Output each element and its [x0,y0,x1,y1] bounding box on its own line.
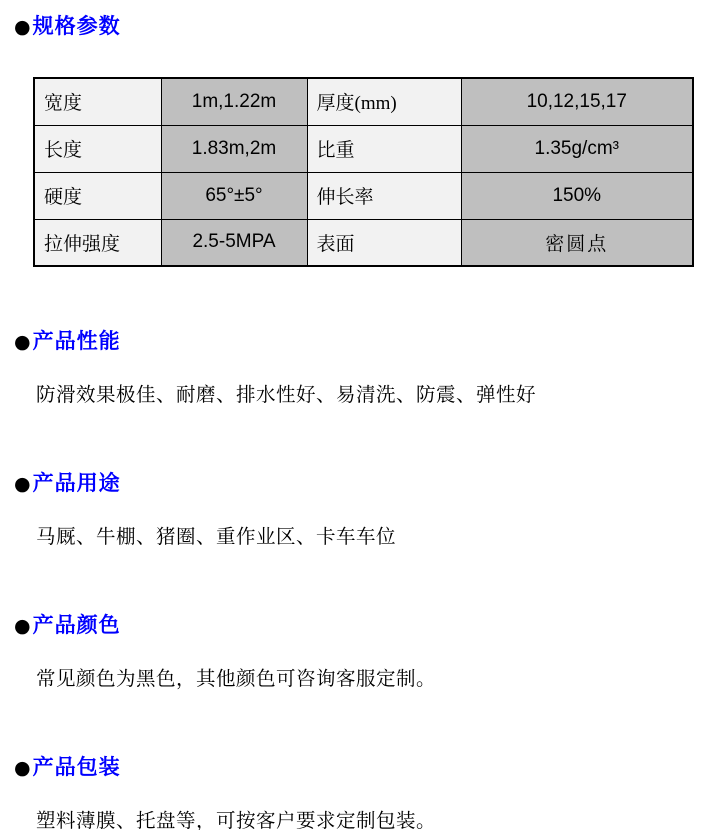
section-title: 规格参数 [32,15,121,38]
spec-label-density: 比重 [307,125,461,172]
spec-label-length: 长度 [34,125,161,172]
section-heading-specs [14,0,708,40]
section-heading-performance [14,329,708,355]
spec-value-width: 1m,1.22m [161,78,307,125]
table-row [34,78,693,125]
section-title: 产品用途 [32,472,121,495]
spec-value-length: 1.83m,2m [161,125,307,172]
section-title: 产品颜色 [32,614,121,637]
section-heading-color [14,613,708,639]
section-title: 产品性能 [32,330,121,353]
spec-label-thickness: 厚度(mm) [307,78,461,125]
section-title: 产品包装 [32,756,121,779]
spec-value-thickness: 10,12,15,17 [461,78,693,125]
spec-label-tensile-strength: 拉伸强度 [34,219,161,266]
color-text: 常见颜色为黑色，其他颜色可咨询客服定制。 [36,669,437,690]
performance-text: 防滑效果极佳、耐磨、排水性好、易清洗、防震、弹性好 [36,385,537,406]
spec-table [33,77,694,267]
table-row [34,125,693,172]
spec-value-hardness: 65°±5° [161,172,307,219]
table-row [34,172,693,219]
spec-label-width: 宽度 [34,78,161,125]
table-row [34,219,693,266]
spec-value-density: 1.35g/cm³ [461,125,693,172]
spec-label-hardness: 硬度 [34,172,161,219]
spec-value-surface: 密圆点 [461,219,693,266]
usage-text: 马厩、牛棚、猪圈、重作业区、卡车车位 [36,527,397,548]
bullet-icon: ● [14,331,32,353]
section-heading-packaging [14,755,708,781]
section-heading-usage [14,471,708,497]
bullet-icon: ● [14,757,32,779]
spec-value-tensile-strength: 2.5-5MPA [161,219,307,266]
spec-label-elongation: 伸长率 [307,172,461,219]
bullet-icon: ● [14,615,32,637]
spec-label-surface: 表面 [307,219,461,266]
packaging-text: 塑料薄膜、托盘等，可按客户要求定制包装。 [36,811,437,830]
bullet-icon: ● [14,473,32,495]
spec-value-elongation: 150% [461,172,693,219]
bullet-icon: ● [14,16,32,38]
